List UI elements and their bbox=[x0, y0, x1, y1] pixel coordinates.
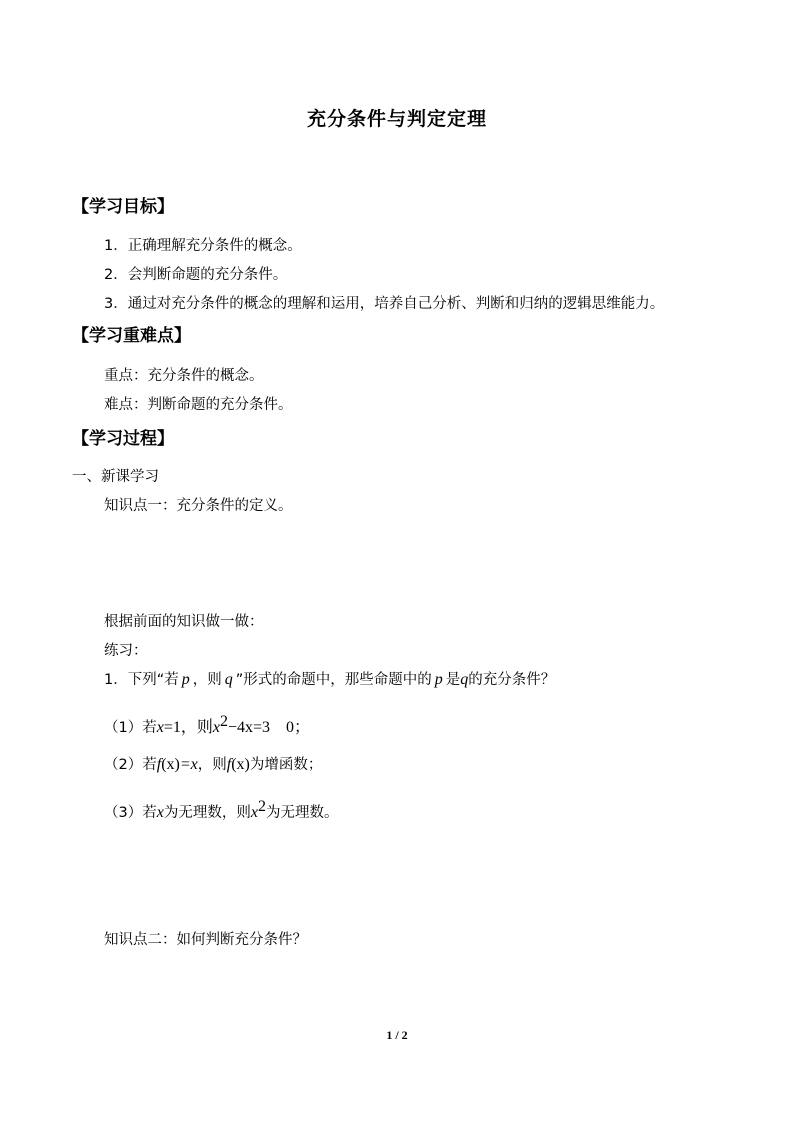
page-title: 充分条件与判定定理 bbox=[306, 108, 487, 130]
goal-item-1: 1．正确理解充分条件的概念。 bbox=[104, 238, 302, 254]
keypoint-focus: 重点：充分条件的概念。 bbox=[104, 368, 264, 384]
knowledge-point-1: 知识点一：充分条件的定义。 bbox=[104, 498, 293, 514]
keypoints-heading: 【学习重难点】 bbox=[72, 326, 191, 346]
knowledge-point-2: 知识点二：如何判断充分条件？ bbox=[104, 932, 307, 948]
process-heading: 【学习过程】 bbox=[72, 429, 174, 449]
keypoint-difficulty: 难点：判断命题的充分条件。 bbox=[104, 397, 293, 413]
goals-heading: 【学习目标】 bbox=[72, 197, 174, 217]
question-1-part-1: （1）若x=1，则$x^2-4x=3$ 0； bbox=[104, 713, 311, 736]
practice-intro: 根据前面的知识做一做： bbox=[104, 614, 264, 630]
goal-item-2: 2．会判断命题的充分条件。 bbox=[104, 267, 288, 283]
question-1: 1．下列“若 p ，则 q ”形式的命题中，那些命题中的 p 是q的充分条件？ bbox=[104, 671, 556, 688]
page-number: 1 / 2 bbox=[386, 1028, 408, 1042]
question-1-part-3: （3）若x为无理数，则$x^2$为无理数。 bbox=[104, 798, 339, 821]
new-lesson-subheading: 一、新课学习 bbox=[72, 469, 159, 485]
goal-item-3: 3．通过对充分条件的概念的理解和运用，培养自己分析、判断和归纳的逻辑思维能力。 bbox=[104, 296, 665, 312]
question-1-part-2: （2）若f(x)=x，则f(x)为增函数； bbox=[104, 756, 323, 773]
practice-label: 练习： bbox=[104, 643, 148, 659]
